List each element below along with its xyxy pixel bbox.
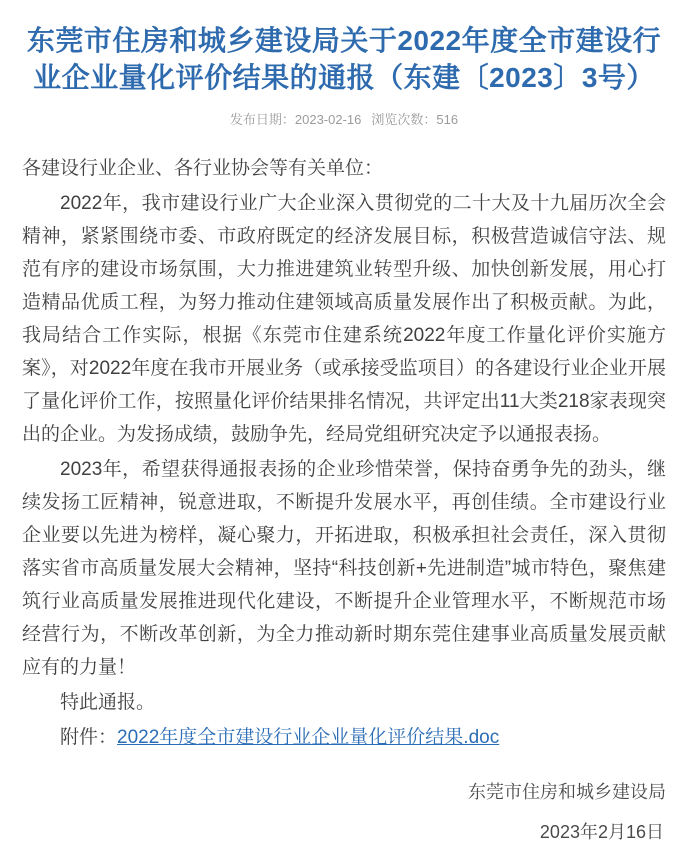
publish-date-label: 发布日期： — [229, 112, 295, 127]
views-label: 浏览次数： — [371, 112, 437, 127]
signature-block — [0, 778, 688, 844]
publish-date-value: 2023-02-16 — [294, 112, 362, 127]
views-value: 516 — [436, 112, 459, 127]
attachment-label: 附件： — [60, 727, 118, 748]
attachment-link[interactable]: 2022年度全市建设行业企业量化评价结果.doc — [117, 727, 500, 748]
signature-org: 东莞市住房和城乡建设局 — [468, 782, 666, 802]
attachment-line — [22, 721, 666, 754]
page-title: 东莞市住房和城乡建设局关于2022年度全市建设行业企业量化评价结果的通报（东建〔2023〕3号） — [26, 25, 662, 93]
notice-page — [0, 22, 688, 854]
meta-line — [0, 109, 688, 128]
paragraph: 2023年，希望获得通报表扬的企业珍惜荣誉，保持奋勇争先的劲头，继续发扬工匠精神，锐意进取，不断提升发展水平，再创佳绩。全市建设行业企业要以先进为榜样，凝心聚力，开拓进取，积极承担社会责任，深入贯彻落实省市高质量发展大会精神，坚持“科技创新+先进制造”城市特色，聚焦建筑行业高质量发展推进现代化建设，不断提升企业管理水平，不断规范市场经营行为，不断改革创新，为全力推动新时期东莞住建事业高质量发展贡献应有的力量！ — [22, 459, 666, 678]
article-body — [0, 152, 688, 754]
salutation: 各建设行业企业、各行业协会等有关单位： — [22, 158, 384, 179]
signature-date: 2023年2月16日 — [539, 822, 664, 842]
closing-line: 特此通报。 — [60, 692, 156, 713]
paragraph: 2022年，我市建设行业广大企业深入贯彻党的二十大及十九届历次全会精神，紧紧围绕市委、市政府既定的经济发展目标，积极营造诚信守法、规范有序的建设市场氛围，大力推进建筑业转型升级、加快创新发展，用心打造精品优质工程，为努力推动住建领域高质量发展作出了积极贡献。为此，我局结合工作实际，根据《东莞市住建系统2022年度工作量化评价实施方案》，对2022年度在我市开展业务（或承接受监项目）的各建设行业企业开展了量化评价工作，按照量化评价结果排名情况，共评定出11大类218家表现突出的企业。为发扬成绩，鼓励争先，经局党组研究决定予以通报表扬。 — [22, 193, 666, 445]
